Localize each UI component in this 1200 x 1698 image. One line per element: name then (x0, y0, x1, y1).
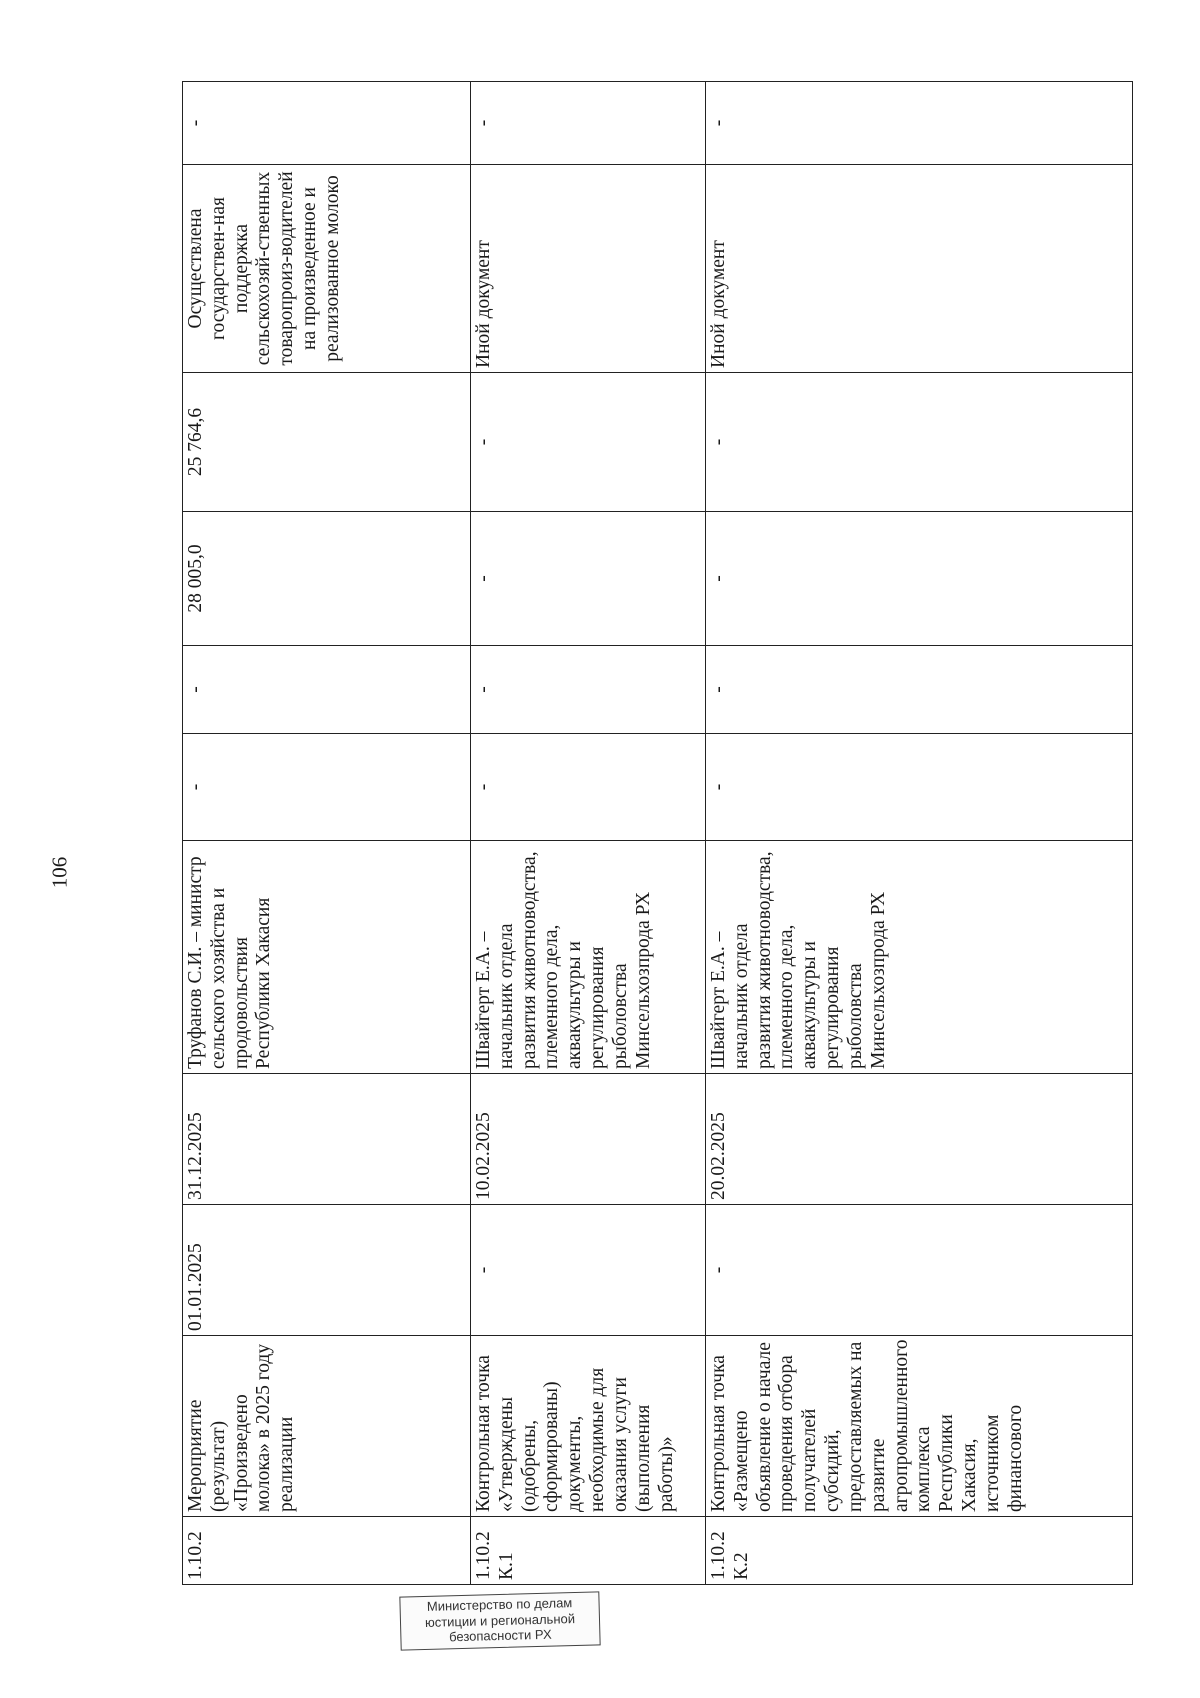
row-name: Мероприятие (результат) «Произведено молока» в 2025 году реализации (183, 1336, 471, 1517)
row-col9: 25 764,6 (183, 373, 471, 512)
row-start-date: - (706, 1205, 1133, 1336)
row-col6: - (706, 734, 1133, 841)
row-responsible: Швайгерт Е.А. – начальник отдела развития животноводства, племенного дела, аквакультуры и регулирования рыболовства Минсельхозпрода РХ (706, 841, 1133, 1074)
row-note: - (471, 82, 706, 165)
row-code: 1.10.2 К.1 (471, 1517, 706, 1585)
table-row (471, 82, 706, 1585)
row-start-date: - (471, 1205, 706, 1336)
row-code: 1.10.2 (183, 1517, 471, 1585)
row-col9: - (706, 373, 1133, 512)
row-col7: - (183, 646, 471, 734)
row-responsible: Труфанов С.И. – министр сельского хозяйства и продовольствия Республики Хакасия (183, 841, 471, 1074)
row-result: Иной документ (706, 165, 1133, 373)
row-col6: - (471, 734, 706, 841)
row-end-date: 20.02.2025 (706, 1074, 1133, 1205)
row-name: Контрольная точка «Утверждены (одобрены, сформированы) документы, необходимые для оказания услуги (выполнения работы)» (471, 1336, 706, 1517)
ministry-stamp (399, 1591, 600, 1650)
row-name: Контрольная точка «Размещено объявление о начале проведения отбора получателей субсидий, предоставляемых на развитие агропромышленного комплекса Республики Хакасия, источником финансового (706, 1336, 1133, 1517)
row-note: - (183, 82, 471, 165)
row-col7: - (471, 646, 706, 734)
plan-table (182, 81, 1133, 1585)
stamp-line-2: юстиции и региональной (424, 1610, 576, 1630)
row-note: - (706, 82, 1133, 165)
table-row (183, 82, 471, 1585)
row-col7: - (706, 646, 1133, 734)
row-responsible: Швайгерт Е.А. – начальник отдела развития животноводства, племенного дела, аквакультуры и регулирования рыболовства Минсельхозпрода РХ (471, 841, 706, 1074)
row-start-date: 01.01.2025 (183, 1205, 471, 1336)
row-end-date: 10.02.2025 (471, 1074, 706, 1205)
row-col6: - (183, 734, 471, 841)
row-result: Осуществлена государствен-ная поддержка сельскохозяй-ственных товаропроиз-водителей на произведенное и реализованное молоко (183, 165, 471, 373)
row-col8: - (471, 512, 706, 646)
table-rotator (182, 82, 1132, 1585)
row-end-date: 31.12.2025 (183, 1074, 471, 1205)
table-row (706, 82, 1133, 1585)
stamp-line-1: Министерство по делам (426, 1595, 573, 1614)
row-code: 1.10.2 К.2 (706, 1517, 1133, 1585)
page-number: 106 (47, 856, 72, 889)
row-col8: - (706, 512, 1133, 646)
stamp-line-3: безопасности РХ (448, 1626, 552, 1645)
row-result: Иной документ (471, 165, 706, 373)
row-col9: - (471, 373, 706, 512)
row-col8: 28 005,0 (183, 512, 471, 646)
